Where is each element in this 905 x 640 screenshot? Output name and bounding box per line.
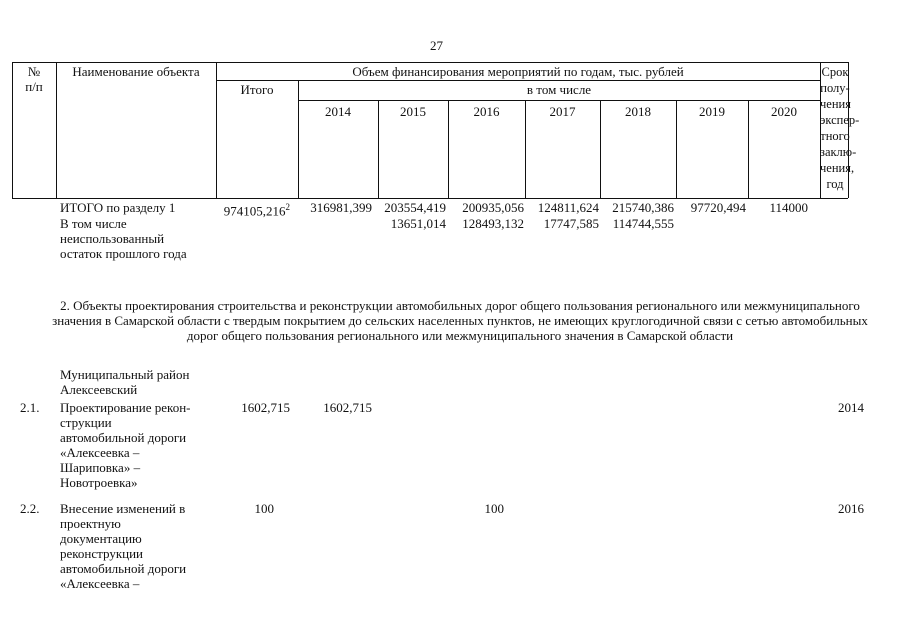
row-name: Проектирование рекон- струкции автомобильной дороги «Алексеевка – Шариповка» – Новотроевка» xyxy=(60,400,191,490)
summary-name: ИТОГО по разделу 1 xyxy=(60,200,176,215)
page-number: 27 xyxy=(430,38,443,53)
summary-sub-2018: 114744,555 xyxy=(612,216,674,231)
row-2016: 100 xyxy=(484,501,504,516)
row-2014: 1602,715 xyxy=(323,400,372,415)
summary-sub-2017: 17747,585 xyxy=(543,216,599,231)
summary-sub-2015: 13651,014 xyxy=(390,216,446,231)
summary-2017: 124811,624 xyxy=(537,200,599,215)
summary-sub-2016: 128493,132 xyxy=(462,216,524,231)
summary-2019: 97720,494 xyxy=(690,200,746,215)
header-year-2018: 2018 xyxy=(625,104,651,119)
row-number: 2.1. xyxy=(20,400,40,415)
header-funding-title: Объем финансирования мероприятий по годам, тыс. рублей xyxy=(352,64,684,79)
summary-subname: В том числе неиспользованный остаток прошлого года xyxy=(60,216,187,261)
summary-2020: 114000 xyxy=(769,200,808,215)
summary-2014: 316981,399 xyxy=(310,200,372,215)
header-year-2017: 2017 xyxy=(549,104,576,119)
summary-footnote: 2 xyxy=(285,202,290,212)
row-number: 2.2. xyxy=(20,501,40,516)
header-year-2020: 2020 xyxy=(771,104,797,119)
header-num: № п/п xyxy=(25,64,43,94)
header-total: Итого xyxy=(240,82,274,97)
district-name: Муниципальный район Алексеевский xyxy=(60,367,190,397)
row-name: Внесение изменений в проектную документацию реконструкции автомобильной дороги «Алексеевка – xyxy=(60,501,187,591)
header-year-2019: 2019 xyxy=(699,104,725,119)
row-term: 2016 xyxy=(838,501,864,516)
row-term: 2014 xyxy=(838,400,864,415)
summary-2015: 203554,419 xyxy=(384,200,446,215)
header-including: в том числе xyxy=(526,82,592,97)
summary-total: 974105,216$^2$ xyxy=(223,202,290,219)
header-name: Наименование объекта xyxy=(72,64,200,79)
section-title: 2. Объекты проектирования строительства и реконструкции автомобильных дорог общего пользования регионального или межмуниципального значения в Самарской области с твердым покрытием до сельских населенных пунктов, не имеющих круглогодичной связи с сетью автомобильных дорог общего пользования регионального или межмуниципального значения в Самарской области xyxy=(52,298,868,343)
header-year-2016: 2016 xyxy=(473,104,500,119)
summary-2016: 200935,056 xyxy=(462,200,524,215)
row-total: 1602,715 xyxy=(241,400,290,415)
summary-2018: 215740,386 xyxy=(612,200,674,215)
header-year-2014: 2014 xyxy=(325,104,351,119)
header-term: Срок полу- чения экспер- тного заклю- чения, год xyxy=(820,65,860,191)
row-total: 100 xyxy=(254,501,274,516)
header-year-2015: 2015 xyxy=(400,104,426,119)
